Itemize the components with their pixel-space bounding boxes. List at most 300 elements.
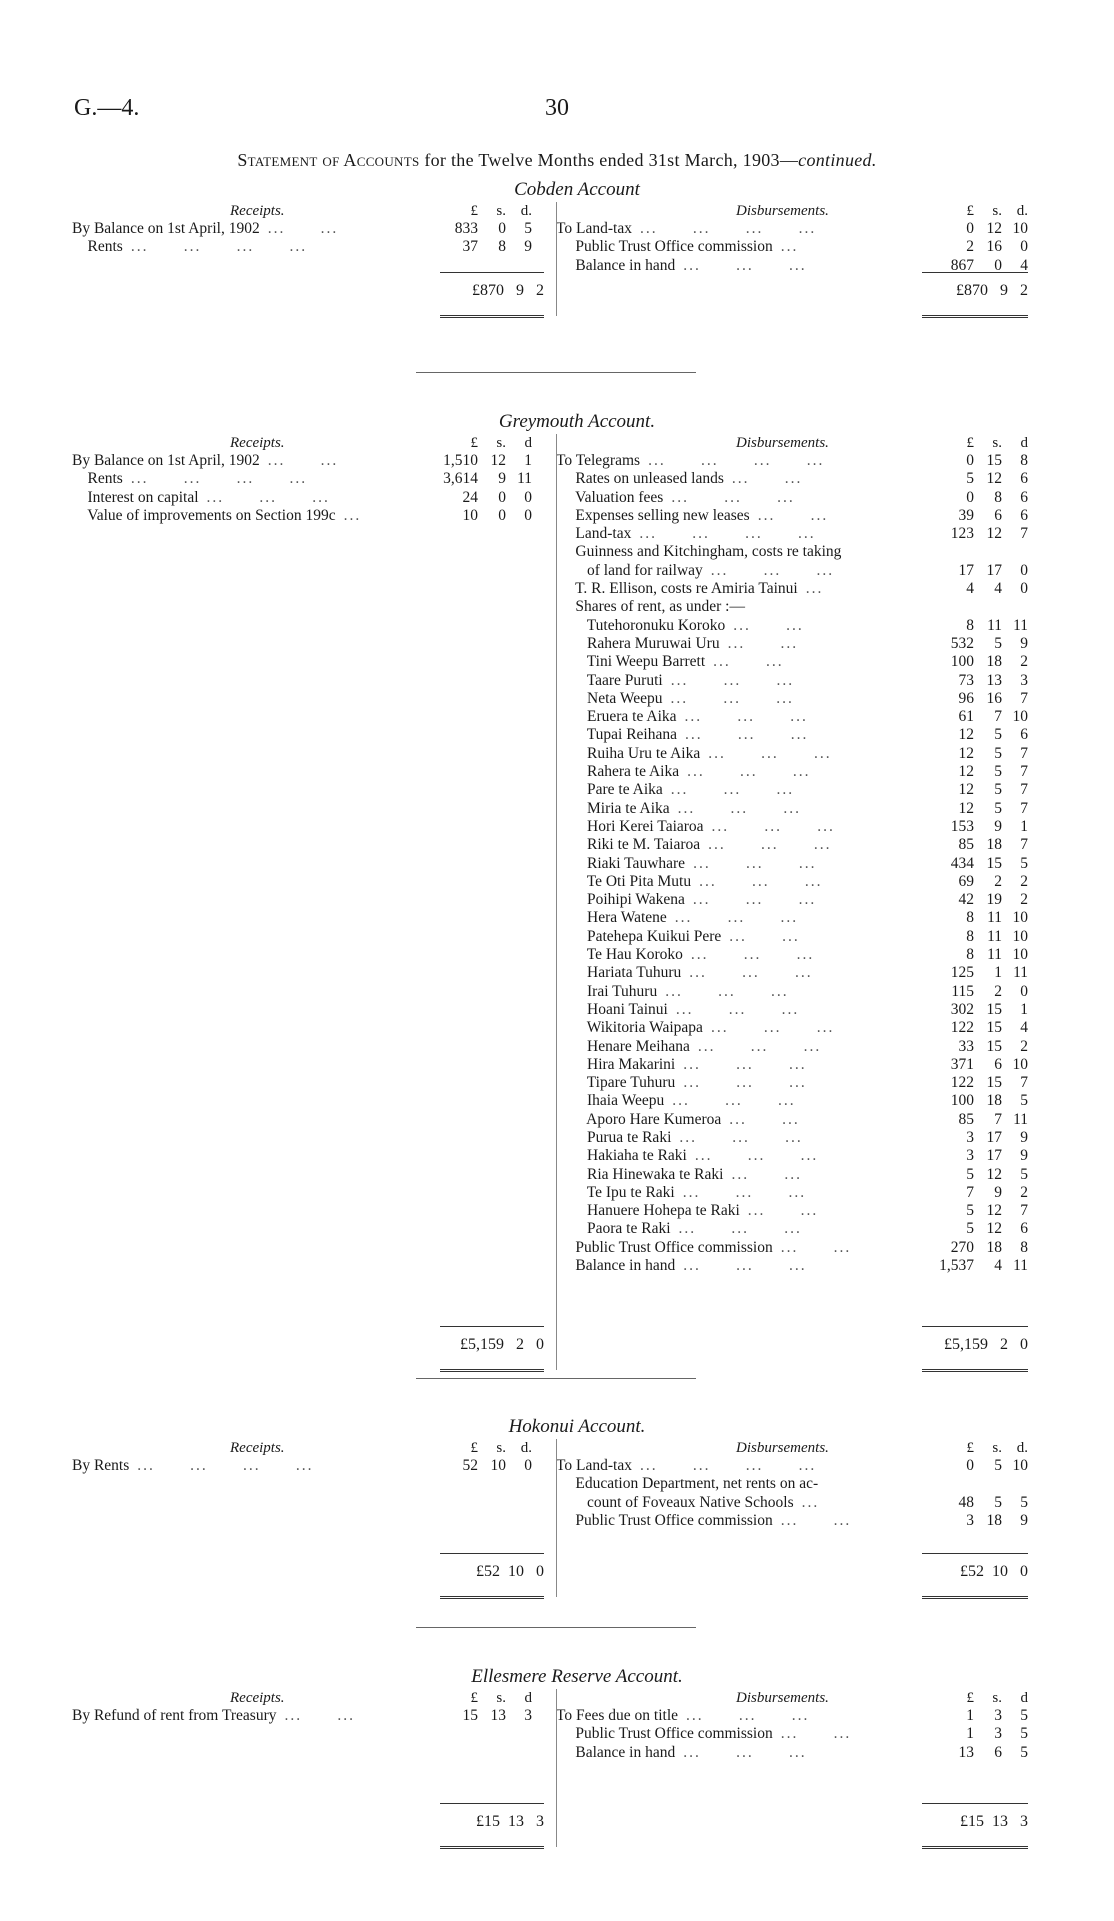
pence-value: 4 [1020, 256, 1028, 274]
disbursements-item-label: To Land-tax [556, 220, 632, 237]
dot-leader: ... ... ... [670, 671, 795, 689]
disbursements-item [556, 1744, 807, 1762]
dot-leader: ... ... ... [665, 982, 789, 1000]
receipts-column [72, 202, 550, 257]
disbursements-item-label: Ruiha Uru te Aika [556, 744, 701, 762]
shillings-value: 12 [490, 452, 506, 469]
disbursements-item [556, 873, 823, 891]
shillings-unit: s. [992, 1440, 1002, 1456]
disbursements-row [556, 598, 1046, 616]
disbursements-row [556, 1494, 1046, 1512]
shillings-value: 11 [987, 946, 1002, 964]
disbursements-item-label: Poihipi Wakena [556, 891, 685, 909]
disbursements-item-label: Tutehoronuku Koroko [556, 616, 726, 634]
disbursements-total [922, 1326, 1028, 1366]
total-rule [440, 272, 544, 273]
disbursements-row [556, 763, 1046, 781]
pounds-unit: £ [966, 435, 974, 451]
disbursements-header-row [556, 1689, 1046, 1707]
shillings-value: 12 [986, 220, 1002, 237]
pounds-value: 8 [966, 927, 974, 945]
disbursements-row [556, 580, 1046, 598]
pence-value: 7 [1020, 836, 1028, 854]
column-divider [556, 434, 557, 1370]
disbursements-item-label: Rates on unleased lands [556, 470, 724, 488]
total-rule [922, 272, 1028, 273]
shillings-value: 4 [994, 1257, 1002, 1275]
disbursements-item [556, 1494, 819, 1512]
disbursements-row [556, 800, 1046, 818]
title-rest: for the Twelve Months ended 31st March, 1903— [419, 150, 799, 170]
total-rule [440, 1553, 544, 1554]
disbursements-item [556, 690, 794, 708]
dot-leader: ... ... ... [684, 708, 808, 726]
receipts-column [72, 434, 550, 525]
receipts-item-label: By Rents [72, 1457, 130, 1474]
disbursements-row [556, 873, 1046, 891]
disbursements-row [556, 708, 1046, 726]
receipts-row [72, 220, 550, 238]
dot-leader: ... ... ... [690, 946, 815, 964]
receipts-item [72, 1707, 355, 1725]
pounds-value: 1 [966, 1707, 974, 1724]
dot-leader: ... ... ... [683, 1257, 807, 1275]
dot-leader: ... ... [727, 634, 799, 652]
disbursements-row [556, 818, 1046, 836]
disbursements-row [556, 745, 1046, 763]
pence-unit: d [1020, 435, 1028, 451]
receipts-item-label: By Balance on 1st April, 1902 [72, 452, 260, 469]
shillings-value: 0 [498, 220, 506, 237]
disbursements-header-row [556, 1439, 1046, 1457]
receipts-row [72, 507, 550, 525]
disbursements-row [556, 726, 1046, 744]
dot-leader: ... ... ... [693, 854, 817, 872]
account-title: Greymouth Account. [498, 411, 656, 432]
disbursements-item [556, 964, 813, 982]
receipts-header-row [72, 202, 550, 220]
pounds-unit: £ [470, 203, 478, 219]
disbursements-item-label: Patehepa Kuikui Pere [556, 927, 722, 945]
disbursements-item-label: Tipare Tuhuru [556, 1074, 676, 1092]
disbursements-item [556, 1239, 851, 1257]
disbursements-row [556, 525, 1046, 543]
disbursements-row [556, 489, 1046, 507]
shillings-value: 6 [994, 506, 1002, 524]
disbursements-item [556, 1056, 807, 1074]
disbursements-item-label: Expenses selling new leases [556, 506, 750, 524]
shillings-unit: s. [496, 435, 506, 451]
dot-leader: ... ... ... [710, 1019, 835, 1037]
receipts-row [72, 238, 550, 256]
receipts-item-label: Interest on capital [72, 488, 199, 506]
receipts-row [72, 489, 550, 507]
pounds-value: 15 [462, 1707, 478, 1724]
dot-leader: ... ... [284, 1707, 355, 1724]
disbursements-item-label: Paora te Raki [556, 1220, 671, 1238]
pounds-value: 0 [966, 488, 974, 506]
disbursements-column [556, 1439, 1046, 1530]
pounds-value: 96 [958, 689, 974, 707]
pounds-value: 52 [462, 1457, 478, 1474]
dot-leader: ... [805, 580, 824, 598]
dot-leader: ... ... ... ... [639, 220, 817, 237]
title-prefix: Statement of Accounts [237, 150, 420, 170]
pounds-value: 3 [966, 1511, 974, 1529]
receipts-row [72, 1457, 550, 1475]
dot-leader: ... ... ... ... [639, 525, 816, 543]
shillings-value: 17 [986, 561, 1002, 579]
dot-leader: ... ... [267, 452, 339, 469]
disbursements-heading: Disbursements. [736, 1440, 829, 1456]
disbursements-item-label: Miria te Aika [556, 799, 670, 817]
pounds-value: 532 [950, 634, 974, 652]
disbursements-item-label: Balance in hand [556, 256, 676, 274]
pounds-value: 100 [950, 653, 974, 671]
account-section [0, 410, 1114, 1353]
receipts-heading: Receipts. [230, 435, 285, 451]
disbursements-row [556, 1166, 1046, 1184]
receipts-total [440, 1803, 544, 1843]
pounds-value: 3,614 [443, 470, 478, 488]
pence-value: 9 [1020, 1147, 1028, 1165]
pence-value: 5 [1020, 1165, 1028, 1183]
pounds-value: 12 [958, 726, 974, 744]
disbursements-item [556, 855, 816, 873]
receipts-heading: Receipts. [230, 203, 285, 219]
disbursements-item [556, 562, 834, 580]
disbursements-item-label: Hariata Tuhuru [556, 964, 682, 982]
pence-value: 3 [1020, 671, 1028, 689]
disbursements-row [556, 1019, 1046, 1037]
disbursements-row [556, 1074, 1046, 1092]
dot-leader: ... ... ... [670, 781, 795, 799]
section-separator [416, 372, 696, 373]
disbursements-row [556, 1038, 1046, 1056]
disbursements-item-label: Public Trust Office commission [556, 1725, 773, 1743]
pence-value: 7 [1020, 799, 1028, 817]
disbursements-item-label: Irai Tuhuru [556, 982, 658, 1000]
pence-value: 10 [1012, 708, 1028, 726]
receipts-row [72, 1707, 550, 1725]
pounds-value: 123 [950, 525, 974, 543]
shillings-value: 19 [986, 891, 1002, 909]
shillings-value: 11 [987, 927, 1002, 945]
disbursements-item-label: Wikitoria Waipapa [556, 1019, 703, 1037]
disbursements-total [922, 1803, 1028, 1843]
pence-value: 8 [1020, 452, 1028, 469]
disbursements-row [556, 220, 1046, 238]
dot-leader: ... ... [757, 506, 829, 524]
total-value: £5,159 2 0 [460, 1336, 544, 1353]
double-rule [922, 1596, 1028, 1599]
dot-leader: ... ... ... [710, 561, 835, 579]
disbursements-item [556, 1092, 796, 1110]
disbursements-item-label: Hoani Tainui [556, 1000, 668, 1018]
disbursements-item-label: Eruera te Aika [556, 708, 677, 726]
disbursements-item [556, 220, 816, 238]
pounds-value: 2 [966, 238, 974, 256]
pence-value: 7 [1020, 763, 1028, 781]
pounds-value: 33 [958, 1037, 974, 1055]
dot-leader: ... ... [733, 616, 804, 634]
shillings-value: 9 [994, 817, 1002, 835]
column-divider [556, 1439, 557, 1597]
dot-leader: ... ... ... [685, 726, 809, 744]
disbursements-item-label: Purua te Raki [556, 1128, 672, 1146]
receipts-total [440, 1326, 544, 1366]
shillings-value: 9 [498, 470, 506, 488]
dot-leader: ... ... ... ... [639, 1457, 817, 1474]
pence-value: 0 [1020, 580, 1028, 598]
shillings-value: 2 [994, 872, 1002, 890]
disbursements-row [556, 1001, 1046, 1019]
section-separator [416, 1627, 696, 1628]
disbursements-item [556, 1475, 818, 1493]
pence-value: 7 [1020, 689, 1028, 707]
disbursements-item [556, 525, 816, 543]
shillings-value: 9 [994, 1183, 1002, 1201]
disbursements-item-label: Te Ipu te Raki [556, 1183, 675, 1201]
pounds-value: 24 [462, 488, 478, 506]
dot-leader: ... ... ... [675, 1000, 800, 1018]
pence-value: 2 [1020, 1183, 1028, 1201]
disbursements-row [556, 1475, 1046, 1493]
disbursements-row [556, 635, 1046, 653]
total-rule [440, 1803, 544, 1804]
disbursements-row [556, 928, 1046, 946]
disbursements-row [556, 781, 1046, 799]
title-suffix: continued. [798, 150, 877, 170]
dot-leader: ... ... ... [692, 891, 817, 909]
disbursements-row [556, 1129, 1046, 1147]
pounds-value: 8 [966, 616, 974, 634]
pounds-value: 0 [966, 220, 974, 237]
section-separator [416, 1378, 696, 1379]
total-rule [922, 1553, 1028, 1554]
pence-value: 9 [524, 238, 532, 256]
disbursements-item [556, 470, 802, 488]
shillings-value: 18 [986, 1092, 1002, 1110]
dot-leader: ... ... ... [683, 1074, 807, 1092]
pence-value: 5 [1020, 1707, 1028, 1724]
disbursements-column [556, 202, 1046, 275]
pounds-value: 5 [966, 1165, 974, 1183]
disbursements-item-label: Henare Meihana [556, 1037, 690, 1055]
disbursements-item [556, 1202, 818, 1220]
disbursements-row [556, 1111, 1046, 1129]
receipts-item [72, 238, 307, 256]
disbursements-item-label: Education Department, net rents on ac- [556, 1475, 819, 1493]
disbursements-item [556, 507, 828, 525]
dot-leader: ... ... [729, 1110, 800, 1128]
pence-value: 10 [1012, 1457, 1028, 1474]
receipts-total [440, 1553, 544, 1593]
shillings-value: 5 [994, 763, 1002, 781]
dot-leader: ... ... [731, 1165, 802, 1183]
column-divider [556, 1689, 557, 1847]
dot-leader: ... ... ... ... [137, 1457, 314, 1474]
pounds-unit: £ [470, 1440, 478, 1456]
dot-leader: ... ... ... [686, 1707, 810, 1724]
dot-leader: ... ... [267, 220, 339, 237]
pounds-value: 4 [966, 580, 974, 598]
pounds-value: 12 [958, 763, 974, 781]
pence-value: 7 [1020, 744, 1028, 762]
total-rule [922, 1326, 1028, 1327]
dot-leader: ... ... ... [671, 488, 795, 506]
disbursements-item-label: Hakiaha te Raki [556, 1147, 687, 1165]
pounds-value: 8 [966, 909, 974, 927]
shillings-value: 8 [994, 488, 1002, 506]
double-rule [922, 1846, 1028, 1849]
shillings-value: 15 [986, 1019, 1002, 1037]
total-value: £5,159 2 0 [944, 1336, 1028, 1353]
disbursements-item [556, 800, 801, 818]
pence-value: 7 [1020, 781, 1028, 799]
total-value: £870 9 2 [472, 282, 544, 299]
receipts-item [72, 452, 338, 470]
disbursements-item [556, 1725, 851, 1743]
pence-value: 8 [1020, 1238, 1028, 1256]
disbursements-row [556, 507, 1046, 525]
disbursements-item [556, 238, 798, 256]
pence-value: 4 [1020, 1019, 1028, 1037]
total-value: £870 9 2 [956, 282, 1028, 299]
disbursements-item [556, 580, 823, 598]
dot-leader: ... ... [713, 653, 784, 671]
disbursements-row [556, 1184, 1046, 1202]
pence-value: 2 [1020, 653, 1028, 671]
pence-unit: d. [1016, 203, 1028, 219]
disbursements-item-label: Hira Makarini [556, 1055, 676, 1073]
pence-value: 6 [1020, 1220, 1028, 1238]
disbursements-item-label: T. R. Ellison, costs re Amiria Tainui [556, 580, 798, 598]
disbursements-item-label: Balance in hand [556, 1743, 676, 1761]
column-divider [556, 202, 557, 316]
pence-unit: d [524, 1690, 532, 1706]
disbursements-row [556, 690, 1046, 708]
disbursements-item [556, 946, 814, 964]
disbursements-item-label: Hori Kerei Taiaroa [556, 817, 704, 835]
total-value: £15 13 3 [476, 1813, 544, 1830]
shillings-value: 17 [986, 1147, 1002, 1165]
total-value: £15 13 3 [960, 1813, 1028, 1830]
pence-value: 0 [524, 1457, 532, 1474]
pounds-value: 5 [966, 1220, 974, 1238]
account-title: Ellesmere Reserve Account. [471, 1666, 683, 1687]
disbursements-item-label: Ihaia Weepu [556, 1092, 665, 1110]
pounds-unit: £ [966, 1440, 974, 1456]
disbursements-row [556, 855, 1046, 873]
disbursements-column [556, 434, 1046, 1275]
pence-value: 6 [1020, 470, 1028, 488]
disbursements-item [556, 891, 816, 909]
disbursements-item [556, 1147, 818, 1165]
pounds-value: 42 [958, 891, 974, 909]
disbursements-item [556, 1257, 807, 1275]
receipts-item [72, 470, 307, 488]
disbursements-item [556, 1166, 802, 1184]
dot-leader: ... ... ... ... [130, 238, 308, 256]
pounds-value: 1,510 [443, 452, 478, 469]
pence-value: 0 [1020, 561, 1028, 579]
disbursements-item [556, 653, 784, 671]
shillings-value: 7 [994, 1110, 1002, 1128]
double-rule [922, 1369, 1028, 1372]
dot-leader: ... ... ... [708, 836, 832, 854]
disbursements-row [556, 909, 1046, 927]
dot-leader: ... [780, 238, 799, 256]
pence-value: 5 [1020, 854, 1028, 872]
disbursements-item-label: Tini Weepu Barrett [556, 653, 706, 671]
dot-leader: ... ... ... [699, 872, 823, 890]
disbursements-item [556, 452, 824, 470]
pence-unit: d. [1016, 1440, 1028, 1456]
double-rule [440, 1596, 544, 1599]
pence-value: 10 [1012, 909, 1028, 927]
disbursements-item-label: To Fees due on title [556, 1707, 679, 1724]
shillings-value: 3 [994, 1707, 1002, 1724]
pence-value: 3 [524, 1707, 532, 1724]
pounds-value: 73 [958, 671, 974, 689]
receipts-header-row [72, 434, 550, 452]
disbursements-item [556, 983, 789, 1001]
disbursements-row [556, 562, 1046, 580]
disbursements-row [556, 1220, 1046, 1238]
pence-value: 2 [1020, 872, 1028, 890]
shillings-value: 18 [986, 1511, 1002, 1529]
pounds-value: 302 [950, 1000, 974, 1018]
shillings-value: 1 [994, 964, 1002, 982]
double-rule [440, 315, 544, 318]
dot-leader: ... ... ... [694, 1147, 819, 1165]
shillings-value: 15 [986, 854, 1002, 872]
disbursements-item [556, 836, 832, 854]
shillings-value: 7 [994, 708, 1002, 726]
disbursements-item-label: Hera Watene [556, 909, 667, 927]
disbursements-item [556, 726, 808, 744]
shillings-unit: s. [496, 203, 506, 219]
receipts-item-label: By Refund of rent from Treasury [72, 1707, 277, 1724]
pounds-value: 7 [966, 1183, 974, 1201]
receipts-item [72, 220, 338, 238]
dot-leader: ... ... [780, 1238, 852, 1256]
disbursements-item [556, 909, 798, 927]
pence-value: 11 [1013, 964, 1028, 982]
account-title: Cobden Account [514, 179, 640, 200]
disbursements-total [922, 1553, 1028, 1593]
disbursements-item-label: Riki te M. Taiaroa [556, 836, 701, 854]
dot-leader: ... ... ... [687, 763, 811, 781]
pence-value: 11 [517, 470, 532, 488]
disbursements-total [922, 272, 1028, 312]
disbursements-item-label: Public Trust Office commission [556, 1511, 773, 1529]
receipts-item [72, 507, 361, 525]
shillings-value: 5 [994, 799, 1002, 817]
disbursements-item [556, 1001, 799, 1019]
disbursements-row [556, 1092, 1046, 1110]
total-value: £52 10 0 [476, 1563, 544, 1580]
pence-value: 10 [1012, 946, 1028, 964]
shillings-value: 13 [490, 1707, 506, 1724]
shillings-value: 12 [986, 470, 1002, 488]
pence-value: 6 [1020, 506, 1028, 524]
shillings-unit: s. [496, 1440, 506, 1456]
shillings-value: 10 [490, 1457, 506, 1474]
receipts-item-label: By Balance on 1st April, 1902 [72, 220, 260, 237]
disbursements-row [556, 946, 1046, 964]
